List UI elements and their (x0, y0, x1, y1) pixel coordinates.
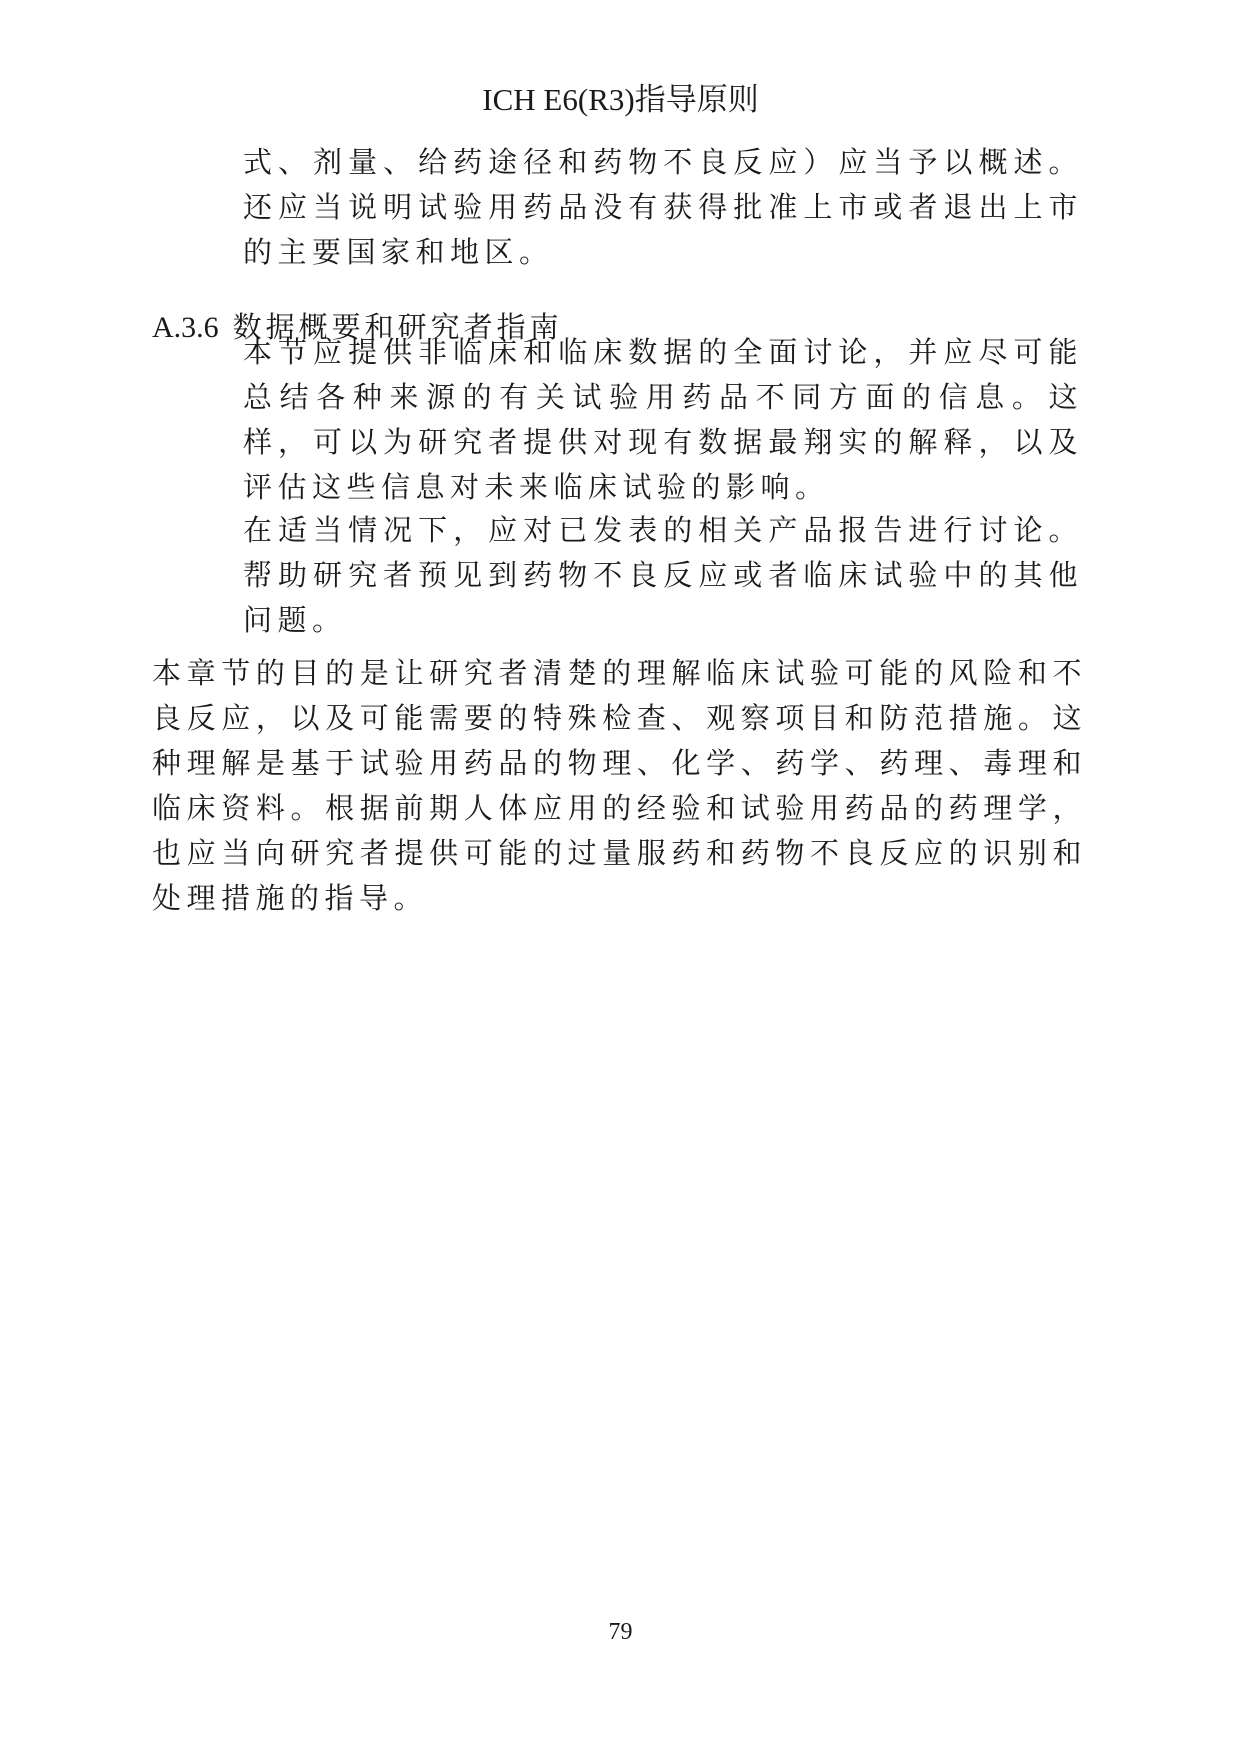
section-number: A.3.6 (152, 311, 219, 344)
paragraph-chapter-purpose: 本章节的目的是让研究者清楚的理解临床试验可能的风险和不良反应，以及可能需要的特殊检查、观察项目和防范措施。这种理解是基于试验用药品的物理、化学、药学、药理、毒理和临床资料。根据前期人体应用的经验和试验用药品的药理学，也应当向研究者提供可能的过量服药和药物不良反应的识别和处理措施的指导。 (152, 656, 1087, 915)
paragraph-data-summary: 本节应提供非临床和临床数据的全面讨论，并应尽可能总结各种来源的有关试验用药品不同方面的信息。这样，可以为研究者提供对现有数据最翔实的解释，以及评估这些信息对未来临床试验的影响。 (243, 335, 1083, 504)
paragraph-continuation: 式、剂量、给药途径和药物不良反应）应当予以概述。还应当说明试验用药品没有获得批准上市或者退出上市的主要国家和地区。 (243, 145, 1083, 269)
section-title: 数据概要和研究者指南 (232, 310, 563, 344)
running-header: ICH E6(R3)指导原则 (482, 82, 759, 117)
paragraph-published-reports: 在适当情况下，应对已发表的相关产品报告进行讨论。帮助研究者预见到药物不良反应或者临床试验中的其他问题。 (243, 513, 1083, 637)
page-number: 79 (608, 1619, 633, 1645)
